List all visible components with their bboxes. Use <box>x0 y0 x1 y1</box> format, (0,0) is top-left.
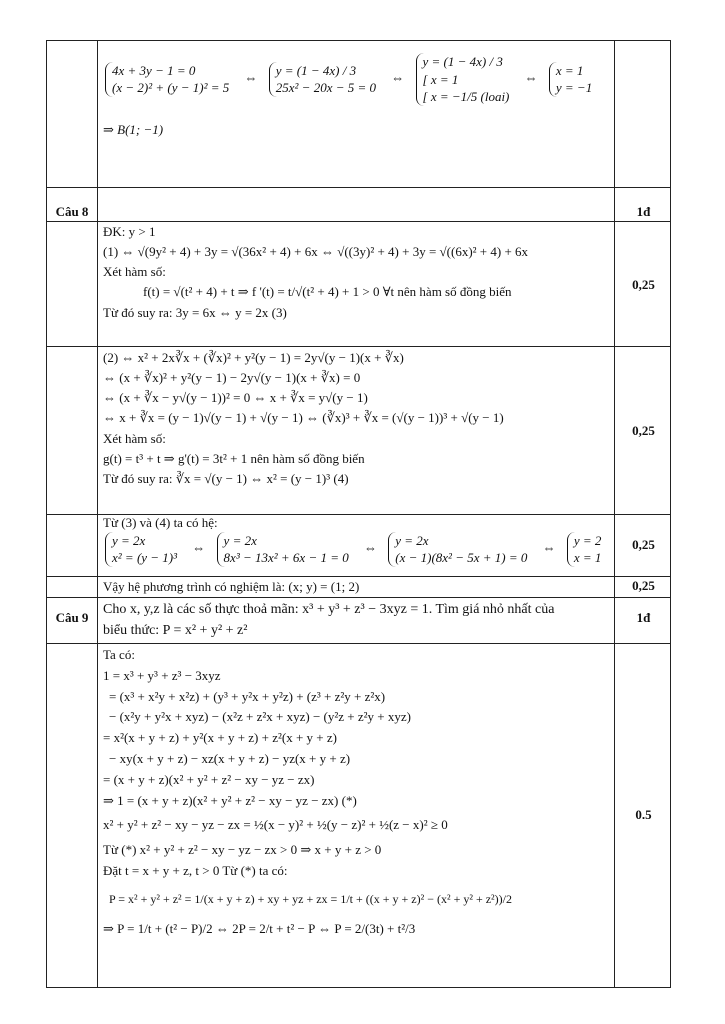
math-line: ⇒ 1 = (x + y + z)(x² + y² + z² − xy − yz − zx) (*) <box>103 792 357 808</box>
math-line: 1 = x³ + y³ + z³ − 3xyz <box>103 667 221 683</box>
equation: y = (1 − 4x) / 3 <box>422 54 503 69</box>
system-4 <box>549 62 596 97</box>
equivalence-sign: ⇔ <box>391 70 405 86</box>
equation: y = −1 <box>555 80 593 96</box>
equation: y = 2x <box>223 532 257 548</box>
math-line: x² + y² + z² − xy − yz − zx = ½(x − y)² + ½(y − z)² + ½(z − x)² ≥ 0 <box>103 817 448 833</box>
part-score: 0,25 <box>632 537 655 552</box>
cau8-part2 <box>103 348 608 489</box>
question-text: biểu thức: P = x² + y² + z² <box>103 623 248 638</box>
math-line: Từ đó suy ra: 3y = 6x ⇔ y = 2x (3) <box>103 304 287 320</box>
equation: 4x + 3y − 1 = 0 <box>112 62 196 78</box>
row-divider <box>47 346 670 347</box>
question-label: Câu 9 <box>55 610 89 625</box>
text-line: Xét hàm số: <box>103 264 166 280</box>
equation: y = 2x <box>395 532 429 548</box>
part-score: 0,25 <box>632 277 655 292</box>
equation: 8x³ − 13x² + 6x − 1 = 0 <box>223 550 349 566</box>
row-divider <box>47 597 670 598</box>
question-label: Câu 8 <box>55 204 89 219</box>
math-line: ⇔ (x + ∛x − y√(y − 1))² = 0 ⇔ x + ∛x = y√(y − 1) <box>103 390 368 406</box>
question-score: 1đ <box>636 204 651 219</box>
system-3 <box>416 53 514 106</box>
equation: x = 1 <box>573 550 602 566</box>
math-line: = x²(x + y + z) + y²(x + y + z) + z²(x + y + z) <box>103 730 337 746</box>
equivalence-sign: ⇔ <box>244 70 258 86</box>
math-line: − xy(x + y + z) − xz(x + y + z) − yz(x + y + z) <box>109 750 351 766</box>
cau8-part4 <box>103 577 608 597</box>
math-line: Từ đó suy ra: ∛x = √(y − 1) ⇔ x² = (y − 1)³ (4) <box>103 470 349 486</box>
system-chain <box>103 53 608 106</box>
system-1 <box>105 62 233 97</box>
equation: x² = (y − 1)³ <box>112 550 178 566</box>
math-line: P = x² + y² + z² = 1/(x + y + z) + xy + yz + zx = 1/t + ((x + y + z)² − (x² + y² + z²))/2 <box>109 891 512 906</box>
row-divider <box>47 643 670 644</box>
equation: (x − 1)(8x² − 5x + 1) = 0 <box>395 550 528 566</box>
equivalence-sign: ⇔ <box>192 540 206 556</box>
system-d <box>567 532 606 567</box>
cau9-solution <box>103 645 608 940</box>
system-chain <box>103 532 608 567</box>
math-line: g(t) = t³ + t ⇒ g'(t) = 3t² + 1 nên hàm số đồng biến <box>103 450 365 466</box>
part-score: 0.5 <box>635 807 652 822</box>
question-score: 1đ <box>636 610 651 625</box>
answer-table <box>46 40 671 988</box>
math-line: ⇔ x + ∛x = (y − 1)√(y − 1) + √(y − 1) ⇔ (∛x)³ + ∛x = (√(y − 1))³ + √(y − 1) <box>103 410 504 426</box>
system-b <box>217 532 353 567</box>
conclusion-line: Vậy hệ phương trình có nghiệm là: (x; y) = (1; 2) <box>103 579 360 594</box>
text-line: Xét hàm số: <box>103 430 166 446</box>
part-score: 0,25 <box>632 578 655 593</box>
conclusion-point-b: ⇒ B(1; −1) <box>103 121 164 137</box>
equivalence-sign: ⇔ <box>524 70 538 86</box>
cau8-part1 <box>103 222 608 323</box>
equation: (x − 2)² + (y − 1)² = 5 <box>112 80 230 96</box>
cau8-part3 <box>103 515 608 567</box>
equation: [ x = −1/5 (loai) <box>422 89 510 105</box>
equation: y = 2 <box>573 532 602 548</box>
equation: [ x = 1 <box>422 71 459 87</box>
cau9-question <box>103 599 608 641</box>
math-line: − (x²y + y²x + xyz) − (x²z + z²x + xyz) − (y²z + z²y + xyz) <box>109 709 411 725</box>
math-line: ⇔ (x + ∛x)² + y²(y − 1) − 2y√(y − 1)(x + ∛x) = 0 <box>103 370 361 386</box>
math-line: Từ (*) x² + y² + z² − xy − yz − zx > 0 ⇒ x + y + z > 0 <box>103 842 382 858</box>
system-a <box>105 532 181 567</box>
equation: y = (1 − 4x) / 3 <box>275 62 357 78</box>
equivalence-sign: ⇔ <box>364 540 377 556</box>
equivalence-sign: ⇔ <box>542 540 556 556</box>
math-line: ⇒ P = 1/t + (t² − P)/2 ⇔ 2P = 2/t + t² − P ⇔ P = 2/(3t) + t²/3 <box>103 920 416 936</box>
equation: y = 2x <box>112 532 146 548</box>
question-text: Cho x, y,z là các số thực thoả mãn: x³ + y³ + z³ − 3xyz = 1. Tìm giá nhỏ nhất của <box>103 602 555 617</box>
math-line: = (x + y + z)(x² + y² + z² − xy − yz − zx) <box>103 771 315 787</box>
math-line: = (x³ + x²y + x²z) + (y³ + y²x + y²z) + (z³ + z²y + z²x) <box>109 688 386 704</box>
top-system-block <box>103 53 608 140</box>
text-line: Đặt t = x + y + z, t > 0 Từ (*) ta có: <box>103 862 288 878</box>
part-score: 0,25 <box>632 423 655 438</box>
math-line: (2) ⇔ x² + 2x∛x + (∛x)² + y²(y − 1) = 2y√(y − 1)(x + ∛x) <box>103 350 404 365</box>
math-line: f(t) = √(t² + 4) + t ⇒ f '(t) = t/√(t² + 4) + 1 > 0 ∀t nên hàm số đồng biến <box>143 284 512 300</box>
text-line: Từ (3) và (4) ta có hệ: <box>103 515 218 530</box>
system-2 <box>269 62 380 97</box>
system-c <box>388 532 531 567</box>
text-line: Ta có: <box>103 647 135 662</box>
math-line: (1) ⇔ √(9y² + 4) + 3y = √(36x² + 4) + 6x ⇔ √((3y)² + 4) + 3y = √((6x)² + 4) + 6x <box>103 244 529 260</box>
equation: 25x² − 20x − 5 = 0 <box>275 80 377 96</box>
equation: x = 1 <box>555 62 584 78</box>
row-divider <box>47 187 670 188</box>
condition-line: ĐK: y > 1 <box>103 224 156 239</box>
